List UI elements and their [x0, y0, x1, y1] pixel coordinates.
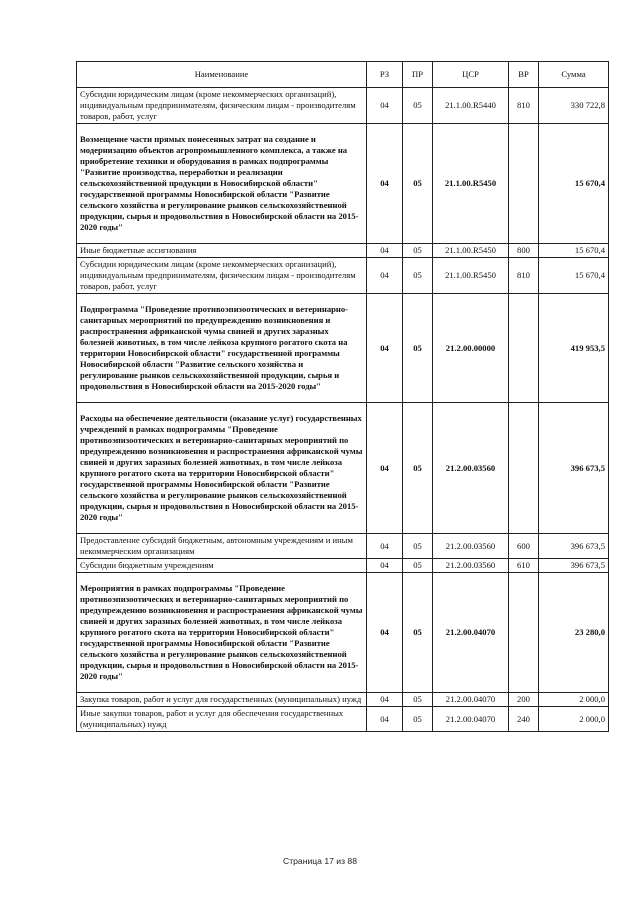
cell-name: Мероприятия в рамках подпрограммы "Проведение противоэпизоотических и ветеринарно-санитарных мероприятий по предупреждению возникновения и распространения африканской чумы свиней и других заразных болезней животных, в том числе лейкоза крупного рогатого скота на территории Новосибирской области" государственной программы Новосибирской области "Развитие сельского хозяйства и регулирование рынков сельскохозяйственной продукции, сырья и продовольствия в Новосибирской области на 2015-2020 годы": [77, 573, 367, 693]
cell-pr: 05: [403, 534, 433, 559]
cell-pr: 05: [403, 559, 433, 573]
cell-rz: 04: [367, 244, 403, 258]
cell-name: Возмещение части прямых понесенных затрат на создание и модернизацию объектов агропромышленного комплекса, а также на приобретение техники и оборудования в рамках подпрограммы "Развитие производства, переработки и реализации сельскохозяйственной продукции в Новосибирской области" государственной программы Новосибирской области "Развитие сельского хозяйства и регулирование рынков сельскохозяйственной продукции, сырья и продовольствия в Новосибирской области на 2015-2020 годы": [77, 124, 367, 244]
cell-rz: 04: [367, 573, 403, 693]
cell-sum: 15 670,4: [539, 124, 609, 244]
cell-pr: 05: [403, 244, 433, 258]
table-row: [77, 534, 609, 559]
cell-csr: 21.1.00.R5440: [433, 88, 509, 124]
budget-table: [76, 61, 609, 732]
table-row: [77, 573, 609, 693]
cell-sum: 23 280,0: [539, 573, 609, 693]
table-row: [77, 559, 609, 573]
cell-csr: 21.2.00.04070: [433, 693, 509, 707]
header-name: Наименование: [77, 62, 367, 88]
table-row: [77, 124, 609, 244]
cell-rz: 04: [367, 88, 403, 124]
cell-vr: [509, 573, 539, 693]
cell-rz: 04: [367, 124, 403, 244]
cell-pr: 05: [403, 693, 433, 707]
cell-vr: 600: [509, 534, 539, 559]
cell-vr: [509, 294, 539, 403]
cell-rz: 04: [367, 693, 403, 707]
cell-sum: 2 000,0: [539, 707, 609, 732]
table-row: [77, 693, 609, 707]
cell-pr: 05: [403, 124, 433, 244]
cell-vr: 800: [509, 244, 539, 258]
cell-name: Предоставление субсидий бюджетным, автономным учреждениям и иным некоммерческим организациям: [77, 534, 367, 559]
cell-vr: 200: [509, 693, 539, 707]
cell-vr: [509, 403, 539, 534]
cell-vr: 810: [509, 88, 539, 124]
cell-rz: 04: [367, 707, 403, 732]
cell-sum: 2 000,0: [539, 693, 609, 707]
cell-vr: 240: [509, 707, 539, 732]
cell-rz: 04: [367, 294, 403, 403]
cell-pr: 05: [403, 88, 433, 124]
cell-name: Субсидии юридическим лицам (кроме некоммерческих организаций), индивидуальным предпринимателям, физическим лицам - производителям товаров, работ, услуг: [77, 88, 367, 124]
cell-pr: 05: [403, 294, 433, 403]
cell-csr: 21.2.00.03560: [433, 403, 509, 534]
budget-table-body: [77, 62, 609, 732]
cell-csr: 21.2.00.03560: [433, 534, 509, 559]
header-pr: ПР: [403, 62, 433, 88]
cell-sum: 396 673,5: [539, 534, 609, 559]
cell-name: Субсидии бюджетным учреждениям: [77, 559, 367, 573]
cell-vr: [509, 124, 539, 244]
table-row: [77, 258, 609, 294]
cell-vr: 810: [509, 258, 539, 294]
cell-name: Субсидии юридическим лицам (кроме некоммерческих организаций), индивидуальным предпринимателям, физическим лицам - производителям товаров, работ, услуг: [77, 258, 367, 294]
cell-sum: 330 722,8: [539, 88, 609, 124]
cell-pr: 05: [403, 403, 433, 534]
cell-rz: 04: [367, 258, 403, 294]
cell-name: Закупка товаров, работ и услуг для государственных (муниципальных) нужд: [77, 693, 367, 707]
cell-vr: 610: [509, 559, 539, 573]
header-vr: ВР: [509, 62, 539, 88]
cell-pr: 05: [403, 573, 433, 693]
cell-csr: 21.2.00.03560: [433, 559, 509, 573]
table-row: [77, 88, 609, 124]
cell-csr: 21.2.00.00000: [433, 294, 509, 403]
cell-rz: 04: [367, 559, 403, 573]
cell-rz: 04: [367, 403, 403, 534]
cell-name: Иные бюджетные ассигнования: [77, 244, 367, 258]
cell-sum: 15 670,4: [539, 244, 609, 258]
table-row: [77, 244, 609, 258]
page-number: Страница 17 из 88: [283, 856, 357, 866]
cell-name: Расходы на обеспечение деятельности (оказание услуг) государственных учреждений в рамках подпрограммы "Проведение противоэпизоотических и ветеринарно-санитарных мероприятий по предупреждению возникновения и распространения африканской чумы свиней и других заразных болезней животных, в том числе лейкоза крупного рогатого скота на территории Новосибирской области" государственной программы Новосибирской области "Развитие сельского хозяйства и регулирование рынков сельскохозяйственной продукции, сырья и продовольствия в Новосибирской области на 2015-2020 годы": [77, 403, 367, 534]
cell-pr: 05: [403, 707, 433, 732]
cell-csr: 21.2.00.04070: [433, 707, 509, 732]
table-header-row: [77, 62, 609, 88]
cell-name: Подпрограмма "Проведение противоэпизоотических и ветеринарно-санитарных мероприятий по предупреждению возникновения и распространения африканской чумы свиней и других заразных болезней животных, в том числе лейкоза крупного рогатого скота на территории Новосибирской области" государственной программы Новосибирской области "Развитие сельского хозяйства и регулирование рынков сельскохозяйственной продукции, сырья и продовольствия в Новосибирской области на 2015-2020 годы": [77, 294, 367, 403]
cell-pr: 05: [403, 258, 433, 294]
cell-csr: 21.2.00.04070: [433, 573, 509, 693]
header-sum: Сумма: [539, 62, 609, 88]
table-row: [77, 707, 609, 732]
table-row: [77, 294, 609, 403]
header-csr: ЦСР: [433, 62, 509, 88]
cell-csr: 21.1.00.R5450: [433, 244, 509, 258]
cell-csr: 21.1.00.R5450: [433, 258, 509, 294]
table-row: [77, 403, 609, 534]
cell-csr: 21.1.00.R5450: [433, 124, 509, 244]
header-rz: РЗ: [367, 62, 403, 88]
cell-name: Иные закупки товаров, работ и услуг для обеспечения государственных (муниципальных) нужд: [77, 707, 367, 732]
cell-sum: 396 673,5: [539, 403, 609, 534]
cell-sum: 15 670,4: [539, 258, 609, 294]
cell-rz: 04: [367, 534, 403, 559]
cell-sum: 396 673,5: [539, 559, 609, 573]
cell-sum: 419 953,5: [539, 294, 609, 403]
